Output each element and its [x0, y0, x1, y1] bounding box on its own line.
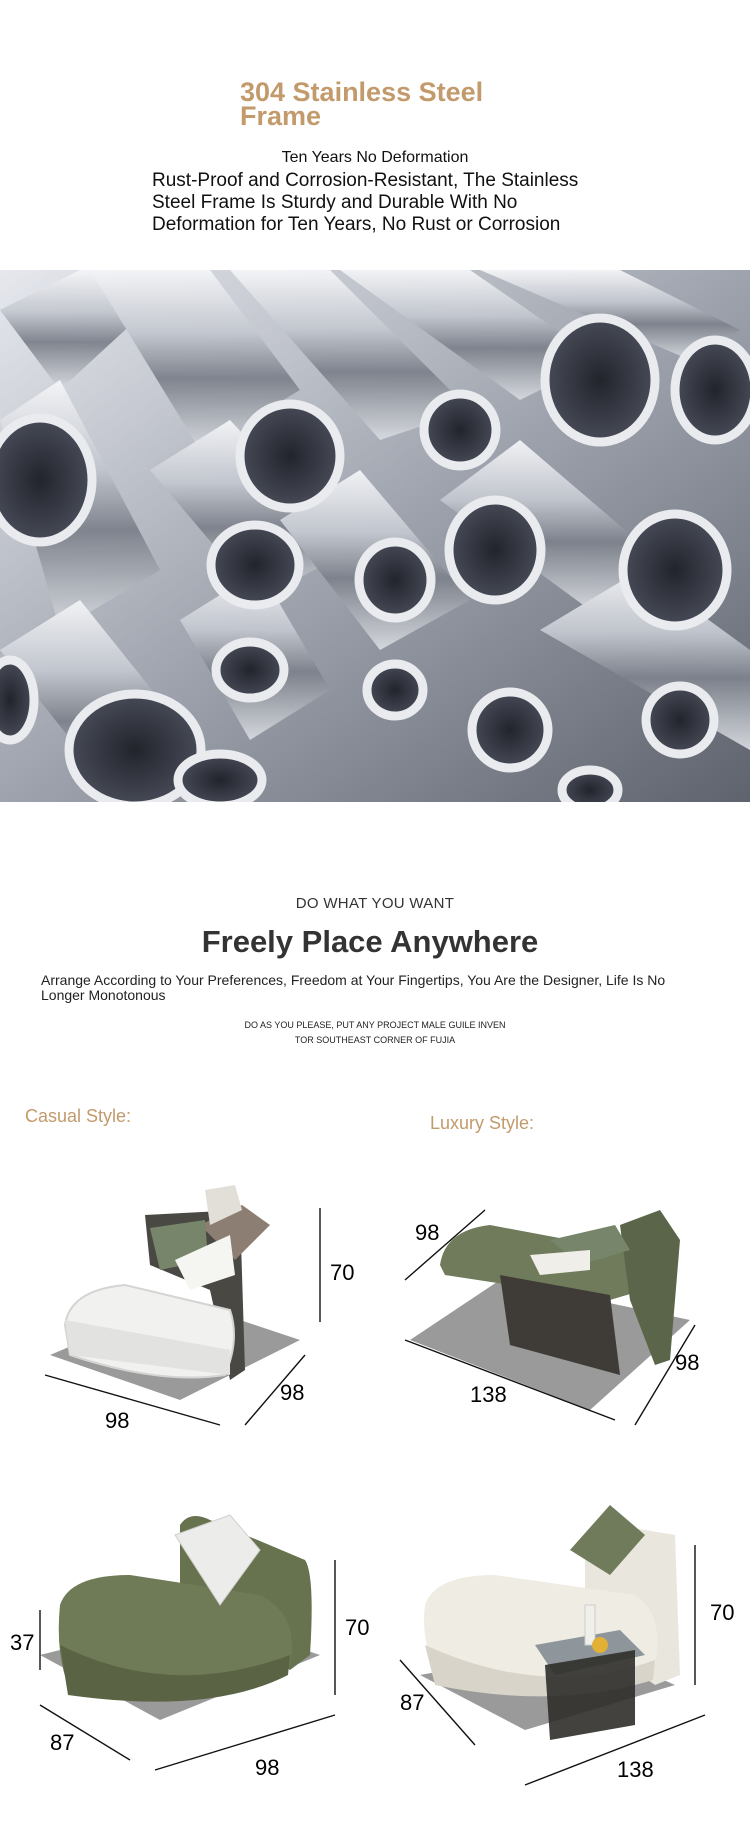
- green-seat-seat-height: 37: [10, 1630, 35, 1655]
- green-seat-image: [0, 1505, 370, 1805]
- casual-chair-image: [30, 1170, 370, 1440]
- green-seat-height: 70: [345, 1615, 370, 1640]
- caption-line-1: DO AS YOU PLEASE, PUT ANY PROJECT MALE GUILE INVEN: [244, 1020, 506, 1030]
- luxury-chaise-depth: 98: [415, 1220, 440, 1245]
- casual-chair-height: 70: [330, 1260, 355, 1285]
- casual-chair-width: 98: [105, 1408, 130, 1433]
- frame-title: 304 Stainless Steel Frame: [240, 77, 484, 131]
- frame-subtitle: Ten Years No Deformation: [281, 149, 469, 166]
- steel-pipes-image: [0, 270, 750, 802]
- white-chaise-depth: 87: [400, 1690, 425, 1715]
- luxury-style-label: Luxury Style:: [430, 1113, 535, 1133]
- frame-description: Rust-Proof and Corrosion-Resistant, The Stainless Steel Frame Is Sturdy and Durable With No Deformation for Ten Years, No Rust or Corrosion: [152, 170, 579, 235]
- green-seat-depth: 87: [50, 1730, 75, 1755]
- luxury-chaise-width: 138: [470, 1382, 507, 1407]
- luxury-chaise-image: [390, 1170, 730, 1440]
- section-caption: [0, 1018, 750, 1048]
- white-chaise-image: [385, 1495, 750, 1805]
- casual-style-label: Casual Style:: [25, 1106, 132, 1126]
- section-heading: Freely Place Anywhere: [201, 924, 539, 959]
- white-chaise-width: 138: [617, 1757, 654, 1782]
- white-chaise-height: 70: [710, 1600, 735, 1625]
- green-seat-width: 98: [255, 1755, 280, 1780]
- section-eyebrow: DO WHAT YOU WANT: [295, 895, 455, 912]
- luxury-chaise-side: 98: [675, 1350, 700, 1375]
- casual-chair-depth: 98: [280, 1380, 305, 1405]
- caption-line-2: TOR SOUTHEAST CORNER OF FUJIA: [294, 1035, 456, 1045]
- section-description: Arrange According to Your Preferences, Freedom at Your Fingertips, You Are the Designer, Life Is No Longer Monotonous: [41, 972, 666, 1003]
